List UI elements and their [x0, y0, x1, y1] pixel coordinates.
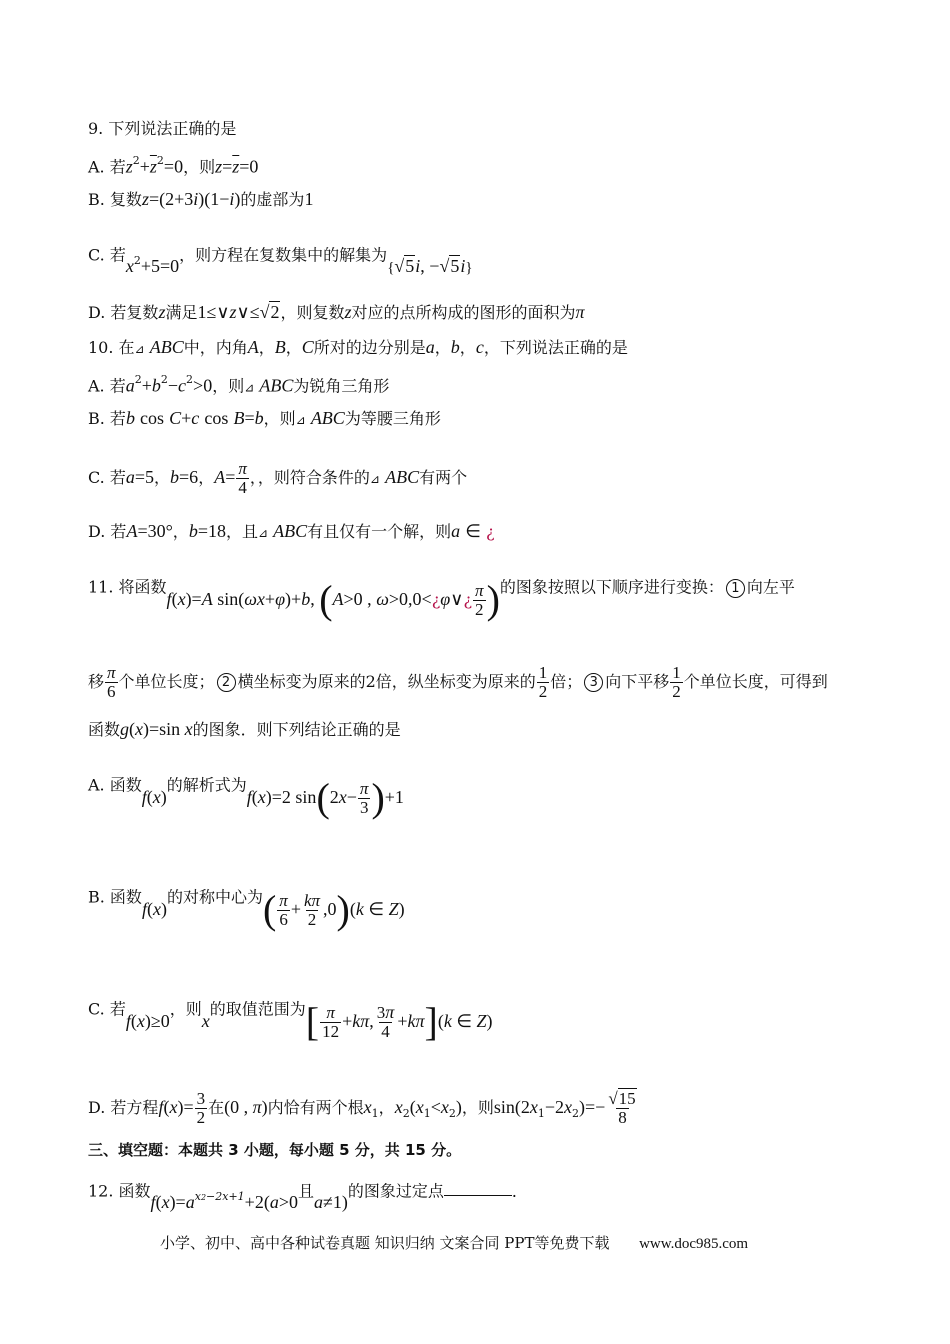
step-3-marker: 3 [584, 673, 603, 692]
q10-b-mid: ，则 [263, 409, 296, 428]
q9-option-d: D. 若复数z满足1≤∨z∨≤√2，则复数z对应的点所构成的图形的面积为π [88, 302, 585, 322]
q11-d-mid: 在 [208, 1098, 225, 1117]
q11-b-lead: B. 函数 [88, 887, 142, 907]
q9-b-lead: B. 复数 [88, 190, 142, 209]
q10-d-mid: ，且 [225, 522, 258, 541]
q10-option-a: A. 若$a^2+b^2-c^2>0$，则⊿ ABC为锐角三角形 [88, 373, 390, 396]
q11-step2: 横坐标变为原来的2倍，纵坐标变为原来的 [237, 672, 536, 691]
q9-c-lead: C. 若 [88, 245, 126, 265]
q10-stem-mid: 中，内角 [183, 338, 248, 357]
q11-steps: 移 $\frac{\pi}{6}$ 个单位长度； 2 横坐标变为原来的2倍，纵坐标变为原来的 $\frac{1}{2}$ 倍； 3 向下平移 $\frac{1}{2}$ 个单位长度，可得到 [88, 663, 828, 701]
q10-c-lead: C. 若 [88, 468, 126, 487]
q11-a-lead: A. 函数 [88, 775, 142, 795]
footer-text: 小学、初中、高中各种试卷真题 知识归纳 文案合同 PPT等免费下载 [160, 1234, 610, 1252]
q10-stem-mid2: 所对的边分别是 [313, 338, 426, 357]
q11-stem-lead: 11. 将函数 [88, 577, 167, 597]
q10-a-mid: ，则 [212, 376, 245, 396]
step-1-marker: 1 [726, 579, 745, 598]
q10-option-c: C. 若a=5，b=6，A= $\frac{\pi}{4}$ ，，则符合条件的⊿ ABC有两个 [88, 459, 468, 497]
q10-d-lead: D. 若 [88, 522, 127, 541]
q11-d-mid3: ， [378, 1098, 395, 1117]
q11-step3-tail: 个单位长度，可得到 [683, 672, 828, 691]
q11-stem-mid: 的图象按照以下顺序进行变换： [499, 577, 724, 597]
q10-a-lead: A. 若 [88, 376, 126, 396]
q12-mid: 且 [297, 1181, 314, 1201]
footer-url[interactable]: www.doc985.com [639, 1236, 749, 1252]
q12-lead: 12. 函数 [88, 1181, 151, 1201]
q10-b-lead: B. 若 [88, 409, 126, 428]
section3-heading [88, 1139, 461, 1161]
q11-c-mid2: 的取值范围为 [209, 999, 306, 1019]
q12: 12. 函数$f(x)=a^{x2-2x+1}+2(a>0$且a≠1)的图象过定点 ． [88, 1181, 528, 1213]
q9-d-tail: 对应的点所构成的图形的面积为 [351, 303, 576, 322]
q11-d-mid4: ，则 [461, 1098, 494, 1117]
q11-option-d: D. 若方程f(x)= $\frac{3}{2}$ 在(0 , π)内恰有两个根$x_1$，$x_2(x_1<x_2)$，则$\sin(2x_1-2x_2)=-$ $\frac{√15}{8}$ [88, 1089, 636, 1127]
q11-step1-a: 向左平 [746, 577, 795, 597]
q11-b-mid: 的对称中心为 [166, 887, 263, 907]
q11-step3: 向下平移 [605, 672, 670, 691]
q9-stem-text: 9. 下列说法正确的是 [88, 119, 237, 138]
q11-d-mid2: 内恰有两个根 [267, 1098, 364, 1117]
q11-line3-tail: 的图象．则下列结论正确的是 [192, 720, 401, 739]
q11-option-a: A. 函数f(x)的解析式为f(x)=2 sin(2x− $\frac{\pi}{3}$ )+1 [88, 775, 404, 820]
q10-option-d: D. 若A=30°，b=18，且⊿ ABC有且仅有一个解，则a ∈ ¿ [88, 521, 495, 541]
q9-a-mid: ，则 [183, 157, 216, 177]
q11-c-mid: ，则 [169, 999, 202, 1019]
q10-stem-tail: ，下列说法正确的是 [483, 338, 628, 357]
q10-a-tail: 为锐角三角形 [293, 376, 390, 396]
q11-stem: 11. 将函数f(x)=A sin(ωx+φ)+b, (A>0 , ω>0,0<¿φ∨¿ $\frac{\pi}{2}$ )的图象按照以下顺序进行变换： 1 向左平 [88, 577, 795, 622]
q9-b-tail: 的虚部为 [240, 190, 305, 209]
q11-option-c: C. 若f(x)≥0，则x的取值范围为[ $\frac{\pi}{12}$ +kπ, $\frac{3\pi}{4}$ +kπ](k ∈ Z) [88, 999, 493, 1044]
q9-d-lead: D. 若复数 [88, 303, 159, 322]
q10-stem: 10. 在⊿ ABC中，内角A，B，C所对的边分别是a，b，c，下列说法正确的是 [88, 337, 628, 357]
q11-step1-c: 个单位长度； [118, 672, 215, 691]
q10-c-tail: 有两个 [419, 468, 468, 487]
q12-end: ． [511, 1181, 528, 1201]
q9-a-lead: A. 若 [88, 157, 126, 177]
q9-d-mid: 满足 [165, 303, 198, 322]
q11-step2-tail: 倍； [550, 672, 583, 691]
q10-c-mid: ，则符合条件的 [257, 468, 370, 487]
q11-line3-lead: 函数 [88, 720, 121, 739]
q11-a-mid: 的解析式为 [166, 775, 247, 795]
q9-d-mid2: ，则复数 [280, 303, 345, 322]
q10-b-tail: 为等腰三角形 [344, 409, 441, 428]
answer-blank[interactable] [444, 1181, 512, 1196]
q12-tail: 的图象过定点 [347, 1181, 444, 1201]
q10-option-b: B. 若b cos C+c cos B=b，则⊿ ABC为等腰三角形 [88, 408, 441, 428]
q11-line3: 函数g(x)=sin x的图象．则下列结论正确的是 [88, 719, 401, 739]
q10-stem-lead: 10. 在 [88, 338, 135, 357]
section3-heading-text: 三、填空题：本题共 3 小题，每小题 5 分，共 15 分。 [88, 1141, 462, 1159]
q11-d-lead: D. 若方程 [88, 1098, 159, 1117]
step-2-marker: 2 [217, 673, 236, 692]
q9-stem [88, 118, 236, 140]
q9-option-c: C. 若$x^2+5=0$，则方程在复数集中的解集为{√5i, −√5i} [88, 245, 473, 277]
q11-c-lead: C. 若 [88, 999, 126, 1019]
q11-step1-b: 移 [88, 672, 105, 691]
q9-c-mid: ，则方程在复数集中的解集为 [179, 245, 388, 265]
q10-d-mid2: 有且仅有一个解，则 [307, 522, 452, 541]
q11-option-b: B. 函数f(x)的对称中心为( $\frac{\pi}{6}$ + $\frac{k\pi}{2}$ ,0)(k ∈ Z) [88, 887, 405, 932]
q9-option-b: B. 复数z=(2+3i)(1−i)的虚部为1 [88, 189, 314, 209]
footer [160, 1232, 748, 1253]
q9-option-a: A. 若$z^2+\overline{z}^2=0$，则$z=\overline{z}=0$ [88, 154, 259, 177]
